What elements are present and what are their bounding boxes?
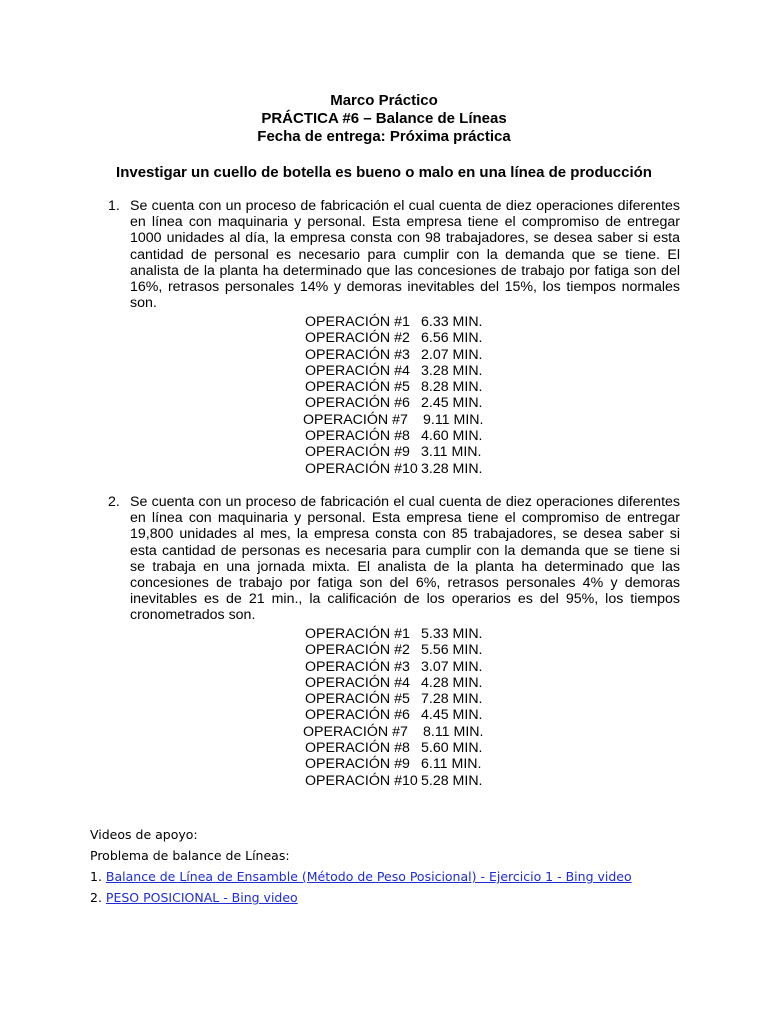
operation-label: OPERACIÓN #2 (305, 642, 410, 659)
problem-text: Se cuenta con un proceso de fabricación el cual cuenta de diez operaciones diferentes en línea con maquinaria y personal. Esta empresa tiene el compromiso de entregar 1000 unidades al día, la empresa consta con 98 trabajadores, se desea saber si esta cantidad de personal es necesario para cumplir con la demanda que se tiene. El analista de la planta ha determinado que las concesiones de trabajo por fatiga son del 16%, retrasos personales 14% y demoras inevitables del 15%, los tiempos normales son. (130, 198, 680, 312)
video-link-1[interactable]: Balance de Línea de Ensamble (Método de Peso Posicional) - Ejercicio 1 - Bing video (105, 869, 632, 884)
operation-row (305, 314, 483, 330)
operation-row (305, 773, 483, 789)
operation-time: 5.56 MIN. (421, 642, 483, 659)
operation-row (305, 461, 483, 477)
video-item-number: 1. (90, 869, 102, 884)
operation-time: 8.28 MIN. (421, 379, 483, 396)
operation-row (305, 675, 483, 691)
operation-time: 6.11 MIN. (421, 756, 482, 773)
operation-row (305, 724, 483, 740)
operation-label: OPERACIÓN #9 (305, 444, 410, 461)
operation-time: 3.28 MIN. (421, 460, 483, 477)
operation-row (305, 363, 483, 379)
operation-row (305, 330, 483, 346)
problem-text: Se cuenta con un proceso de fabricación el cual cuenta de diez operaciones diferentes en línea con maquinaria y personal. Esta empresa tiene el compromiso de entregar 19,800 unidades al mes, la empresa consta con 85 trabajadores, se desea saber si esta cantidad de personas es necesaria para cumplir con la demanda que se tiene si se trabaja en una jornada mixta. El analista de la planta ha determinado que las concesiones de trabajo por fatiga son del 6%, retrasos personales 4% y demoras inevitables es de 21 min., la calificación de los operarios es del 95%, los tiempos cronometrados son. (130, 494, 680, 624)
problem-2 (108, 494, 680, 624)
operation-label: OPERACIÓN #4 (305, 674, 410, 691)
operation-time: 2.07 MIN. (421, 346, 483, 363)
operation-label: OPERACIÓN #8 (305, 428, 410, 445)
operation-row (305, 756, 483, 772)
operation-row (305, 626, 483, 642)
operation-label: OPERACIÓN #6 (305, 707, 410, 724)
operation-time: 7.28 MIN. (421, 691, 483, 708)
operation-row (305, 347, 483, 363)
video-item-1 (90, 866, 632, 887)
video-item-2 (90, 887, 632, 908)
operation-time: 4.60 MIN. (421, 428, 483, 445)
support-videos (90, 824, 632, 908)
operation-row (305, 379, 483, 395)
operation-row (305, 428, 483, 444)
operation-label: OPERACIÓN #10 (305, 772, 418, 789)
document-header (0, 92, 768, 146)
operation-time: 5.60 MIN. (421, 740, 483, 757)
operation-time: 3.11 MIN. (421, 444, 482, 461)
operation-time: 6.33 MIN. (421, 314, 483, 330)
operation-row (305, 444, 483, 460)
operation-time: 5.33 MIN. (421, 626, 483, 642)
problem-number: 1. (108, 198, 120, 214)
operation-row (305, 707, 483, 723)
operation-time: 9.11 MIN. (423, 411, 484, 428)
operation-time: 4.45 MIN. (421, 707, 483, 724)
operation-label: OPERACIÓN #7 (303, 411, 408, 428)
operation-label: OPERACIÓN #7 (303, 723, 408, 740)
research-question: Investigar un cuello de botella es bueno o malo en una línea de producción (116, 164, 652, 181)
operation-label: OPERACIÓN #9 (305, 756, 410, 773)
operation-label: OPERACIÓN #5 (305, 691, 410, 708)
problem-1 (108, 198, 680, 311)
operation-label: OPERACIÓN #3 (305, 346, 410, 363)
operation-label: OPERACIÓN #5 (305, 379, 410, 396)
operation-label: OPERACIÓN #4 (305, 362, 410, 379)
videos-subheading: Problema de balance de Líneas: (90, 848, 290, 863)
videos-heading: Videos de apoyo: (90, 827, 198, 842)
operation-label: OPERACIÓN #2 (305, 330, 410, 347)
operation-label: OPERACIÓN #6 (305, 395, 410, 412)
operation-row (305, 395, 483, 411)
practice-title: PRÁCTICA #6 – Balance de Líneas (261, 110, 507, 127)
operation-row (305, 659, 483, 675)
video-item-number: 2. (90, 890, 102, 905)
operation-label: OPERACIÓN #1 (305, 626, 410, 642)
operation-time: 5.28 MIN. (421, 772, 483, 789)
operation-row (305, 642, 483, 658)
operation-row (305, 412, 483, 428)
operation-time: 3.07 MIN. (421, 658, 483, 675)
operation-row (305, 691, 483, 707)
operation-label: OPERACIÓN #1 (305, 314, 410, 330)
operation-label: OPERACIÓN #10 (305, 460, 418, 477)
video-link-2[interactable]: PESO POSICIONAL - Bing video (105, 890, 298, 905)
operations-list-2 (305, 626, 483, 789)
operation-label: OPERACIÓN #3 (305, 658, 410, 675)
due-date: Fecha de entrega: Próxima práctica (257, 128, 511, 145)
operation-row (305, 740, 483, 756)
problem-number: 2. (108, 494, 120, 510)
operation-label: OPERACIÓN #8 (305, 740, 410, 757)
operation-time: 2.45 MIN. (421, 395, 483, 412)
section-title: Marco Práctico (330, 92, 438, 109)
operation-time: 6.56 MIN. (421, 330, 483, 347)
operation-time: 3.28 MIN. (421, 362, 483, 379)
operation-time: 8.11 MIN. (423, 723, 484, 740)
operation-time: 4.28 MIN. (421, 674, 483, 691)
operations-list-1 (305, 314, 483, 477)
